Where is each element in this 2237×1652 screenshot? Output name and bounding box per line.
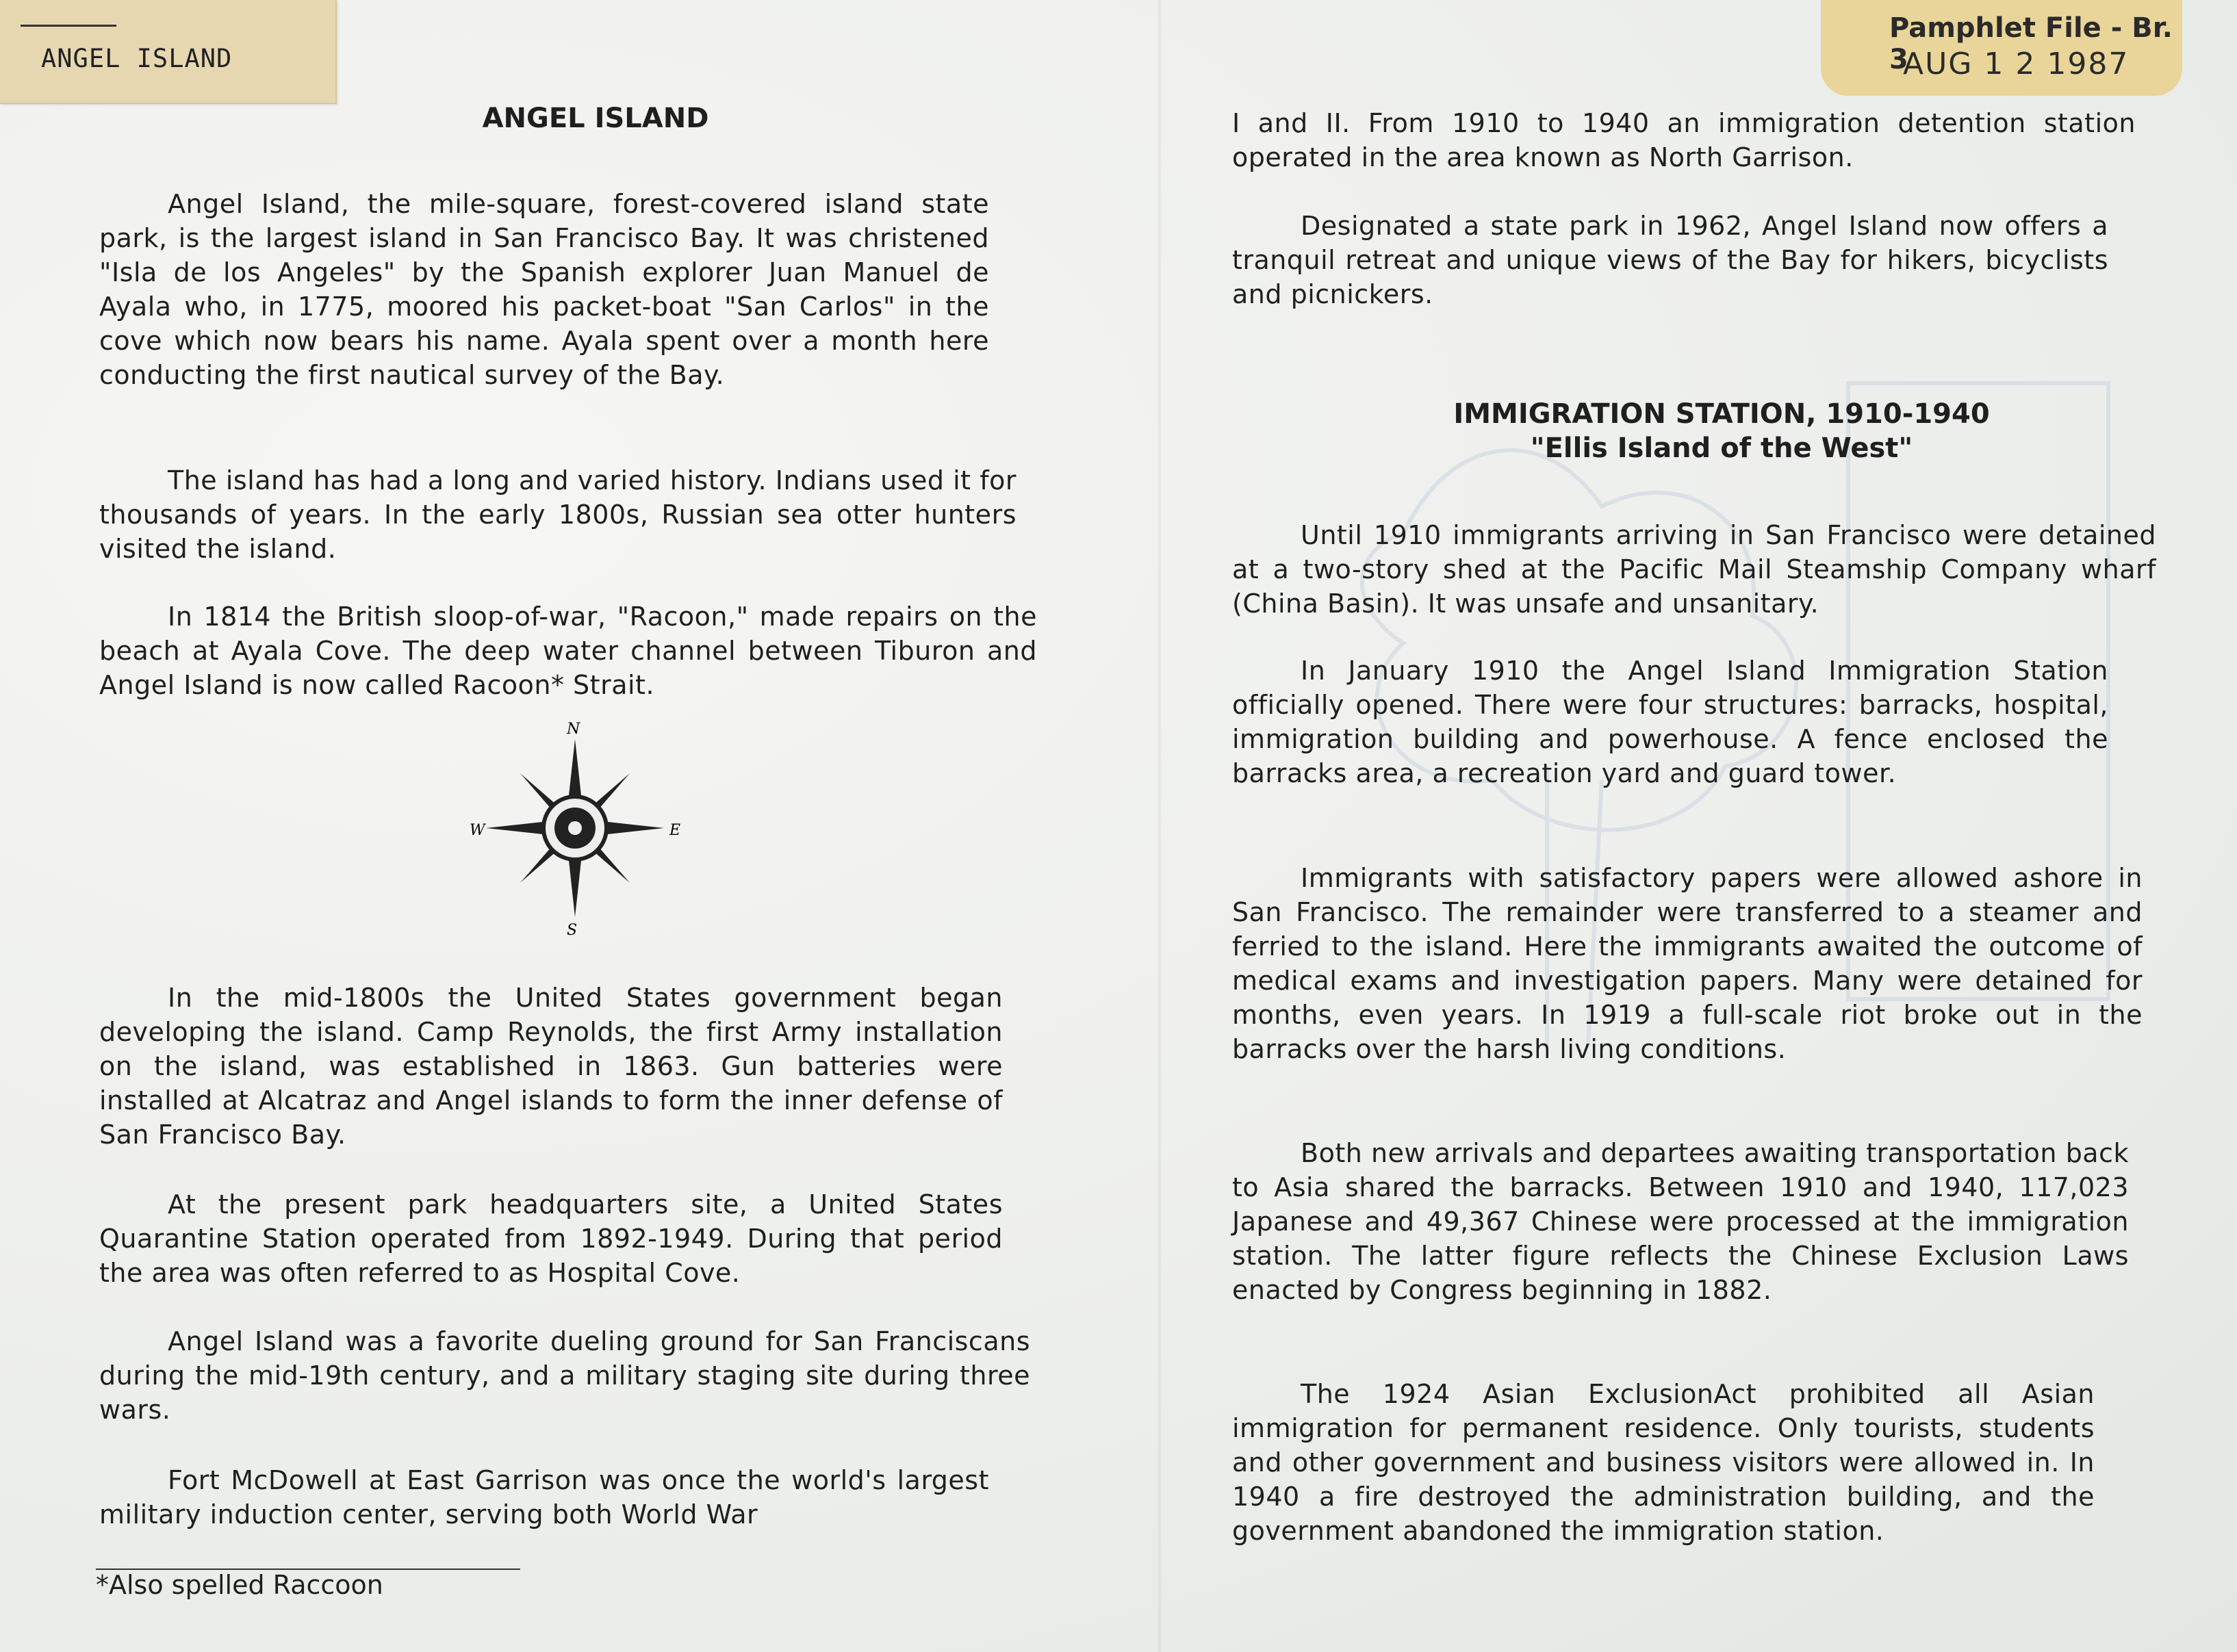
paragraph-until-1910: Until 1910 immigrants arriving in San Francisco were detained at a two-story shed at the Pacific Mail Steamship Company wharf (China Basin). It was unsafe and unsanitary. xyxy=(1232,520,2156,619)
section-title: IMMIGRATION STATION, 1910-1940 xyxy=(1453,398,1990,430)
center-fold xyxy=(1157,0,1162,1652)
paragraph-intro: Angel Island, the mile-square, forest-covered island state park, is the largest island in San Francisco Bay. It was christened "Isla de los Angeles" by the Spanish explorer Juan Manuel de Ayala who, in 1775, moored his packet-boat "San Carlos" in the cove which now bears his name. Ayala spent over a month here conducting the first nautical survey of the Bay. xyxy=(99,189,989,390)
stamp-date-text: AUG 1 2 1987 xyxy=(1903,47,2130,81)
paragraph-racoon: In 1814 the British sloop-of-war, "Racoon," made repairs on the beach at Ayala Cove. The deep water channel between Tiburon and Angel Island is now called Racoon* Strait. xyxy=(99,602,1037,700)
compass-e: E xyxy=(669,822,681,839)
paragraph-quarantine: At the present park headquarters site, a United States Quarantine Station operated from 1892-1949. During that period the area was often referred to as Hospital Cove. xyxy=(99,1189,1003,1288)
compass-w: W xyxy=(470,822,485,839)
stamp-file-text: Pamphlet File - Br. 3 xyxy=(1889,12,2173,75)
footnote: *Also spelled Raccoon xyxy=(96,1570,383,1600)
paragraph-immigrants: Immigrants with satisfactory papers were allowed ashore in San Francisco. The remainder were transferred to a steamer and ferried to the island. Here the immigrants awaited the outcome of medical exams and investigation papers. Many were detained for months, even years. In 1919 a full-scale riot broke out in the barracks over the harsh living conditions. xyxy=(1232,863,2143,1064)
compass-n: N xyxy=(567,721,580,738)
section-subtitle: "Ellis Island of the West" xyxy=(1530,433,1913,464)
page-title: ANGEL ISLAND xyxy=(482,103,709,134)
paragraph-dueling: Angel Island was a favorite dueling ground for San Franciscans during the mid-19th century, and a military staging site during three wars. xyxy=(99,1326,1030,1425)
pamphlet-file-stamp xyxy=(1821,0,2182,96)
label-text: ANGEL ISLAND xyxy=(41,44,233,73)
paragraph-history: The island has had a long and varied history. Indians used it for thousands of years. In the early 1800s, Russian sea otter hunters visited the island. xyxy=(99,465,1017,564)
paragraph-state-park: Designated a state park in 1962, Angel Island now offers a tranquil retreat and unique views of the Bay for hikers, bicyclists and picnickers. xyxy=(1232,211,2108,309)
catalog-label xyxy=(0,0,337,104)
paragraph-world-war-cont: I and II. From 1910 to 1940 an immigration detention station operated in the area known as North Garrison. xyxy=(1232,108,2136,172)
label-mark xyxy=(21,25,116,27)
paragraph-arrivals-departees: Both new arrivals and departees awaiting transportation back to Asia shared the barracks. Between 1910 and 1940, 117,023 Japanese and 49,367 Chinese were processed at the immigration station. The latter figure reflects the Chinese Exclusion Laws enacted by Congress beginning in 1882. xyxy=(1232,1138,2129,1305)
paragraph-exclusion-act: The 1924 Asian ExclusionAct prohibited all Asian immigration for permanent residence. Only tourists, students and other government and business visitors were allowed in. In 1940 a fire destroyed the administration building, and the government abandoned the immigration station. xyxy=(1232,1379,2095,1546)
compass-s: S xyxy=(567,922,578,938)
paragraph-fort-mcdowell: Fort McDowell at East Garrison was once the world's largest military induction center, serving both World War xyxy=(99,1465,989,1530)
compass-rose-icon xyxy=(465,719,685,938)
paragraph-january-1910: In January 1910 the Angel Island Immigration Station officially opened. There were four structures: barracks, hospital, immigration building and powerhouse. A fence enclosed the barracks area, a recreation yard and guard tower. xyxy=(1232,656,2108,788)
paragraph-mid-1800s: In the mid-1800s the United States government began developing the island. Camp Reynolds, the first Army installation on the island, was established in 1863. Gun batteries were installed at Alcatraz and Angel islands to form the inner defense of San Francisco Bay. xyxy=(99,983,1003,1150)
